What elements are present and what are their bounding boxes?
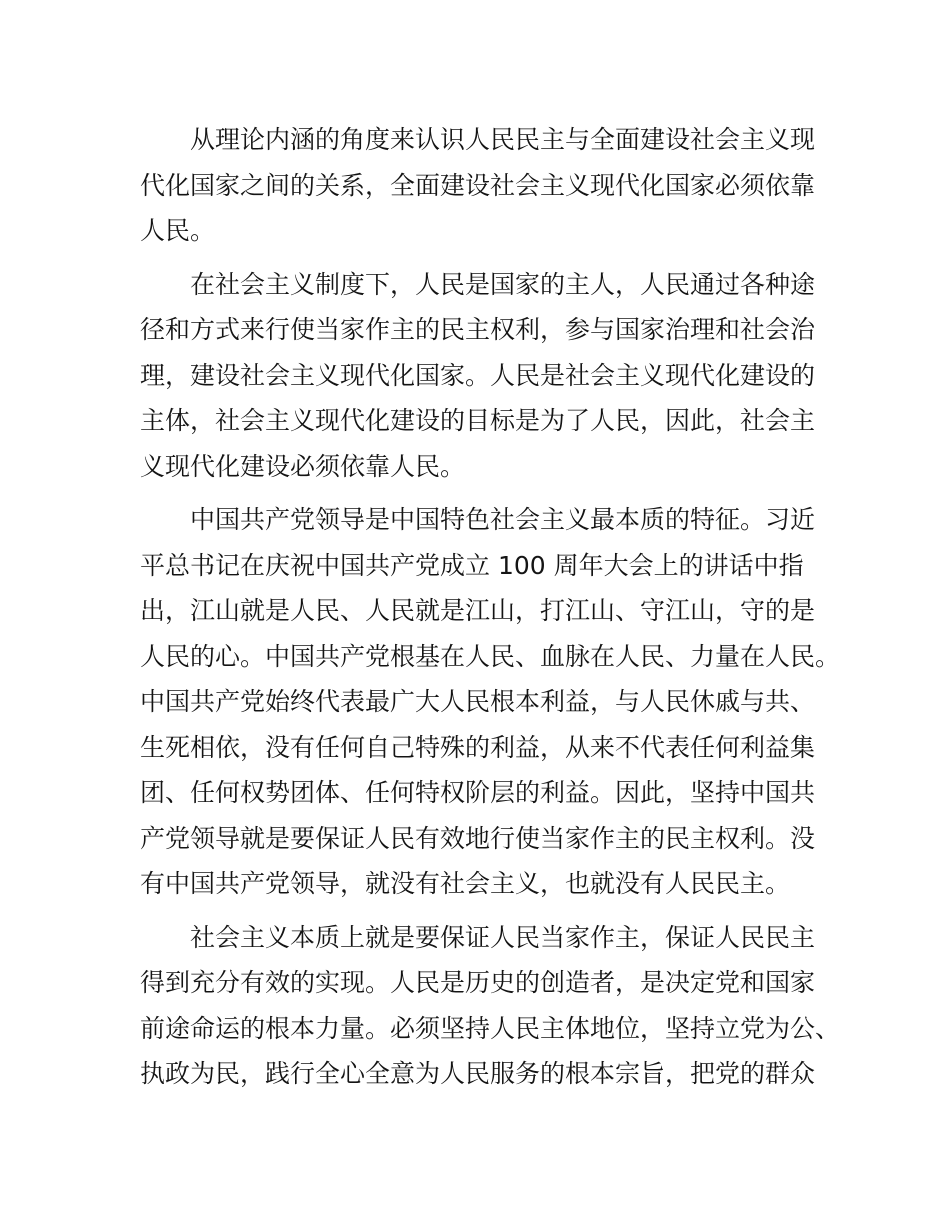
text-line: 中国共产党领导是中国特色社会主义最本质的特征。习近 — [190, 505, 816, 534]
text-line: 在社会主义制度下，人民是国家的主人，人民通过各种途 — [190, 269, 816, 299]
paragraph-2 — [140, 262, 830, 490]
text-line: 从理论内涵的角度来认识人民民主与全面建设社会主义现 — [190, 125, 816, 154]
text-line: 有中国共产党领导，就没有社会主义，也就没有人民民主。 — [140, 869, 791, 898]
text-line: 前途命运的根本力量。必须坚持人民主体地位，坚持立党为公、 — [140, 1013, 841, 1043]
paragraph-1 — [140, 117, 830, 254]
text-line: 出，江山就是人民、人民就是江山，打江山、守江山，守的是 — [140, 596, 816, 625]
text-line: 主体，社会主义现代化建设的目标是为了人民，因此，社会主 — [140, 406, 816, 435]
text-line: 代化国家之间的关系，全面建设社会主义现代化国家必须依靠 — [140, 170, 816, 200]
paragraph-3 — [140, 497, 841, 907]
document-body — [140, 117, 841, 1105]
paragraph-4 — [140, 915, 841, 1097]
text-line: 人民的心。中国共产党根基在人民、血脉在人民、力量在人民。 — [140, 641, 841, 671]
text-line: 执政为民，践行全心全意为人民服务的根本宗旨，把党的群众 — [140, 1059, 816, 1088]
text-line: 人民。 — [140, 216, 216, 245]
text-line: 社会主义本质上就是要保证人民当家作主，保证人民民主 — [190, 922, 816, 952]
text-line: 生死相依，没有任何自己特殊的利益，从来不代表任何利益集 — [140, 732, 816, 762]
text-line: 中国共产党始终代表最广大人民根本利益，与人民休戚与共、 — [140, 687, 816, 716]
text-line: 径和方式来行使当家作主的民主权利，参与国家治理和社会治 — [140, 315, 816, 344]
text-line: 团、任何权势团体、任何特权阶层的利益。因此，坚持中国共 — [140, 778, 816, 807]
text-line: 产党领导就是要保证人民有效地行使当家作主的民主权利。没 — [140, 823, 816, 853]
text-line: 理，建设社会主义现代化国家。人民是社会主义现代化建设的 — [140, 360, 816, 390]
text-line: 得到充分有效的实现。人民是历史的创造者，是决定党和国家 — [140, 968, 816, 997]
text-line: 平总书记在庆祝中国共产党成立 100 周年大会上的讲话中指 — [140, 550, 804, 580]
text-line: 义现代化建设必须依靠人民。 — [140, 451, 466, 481]
